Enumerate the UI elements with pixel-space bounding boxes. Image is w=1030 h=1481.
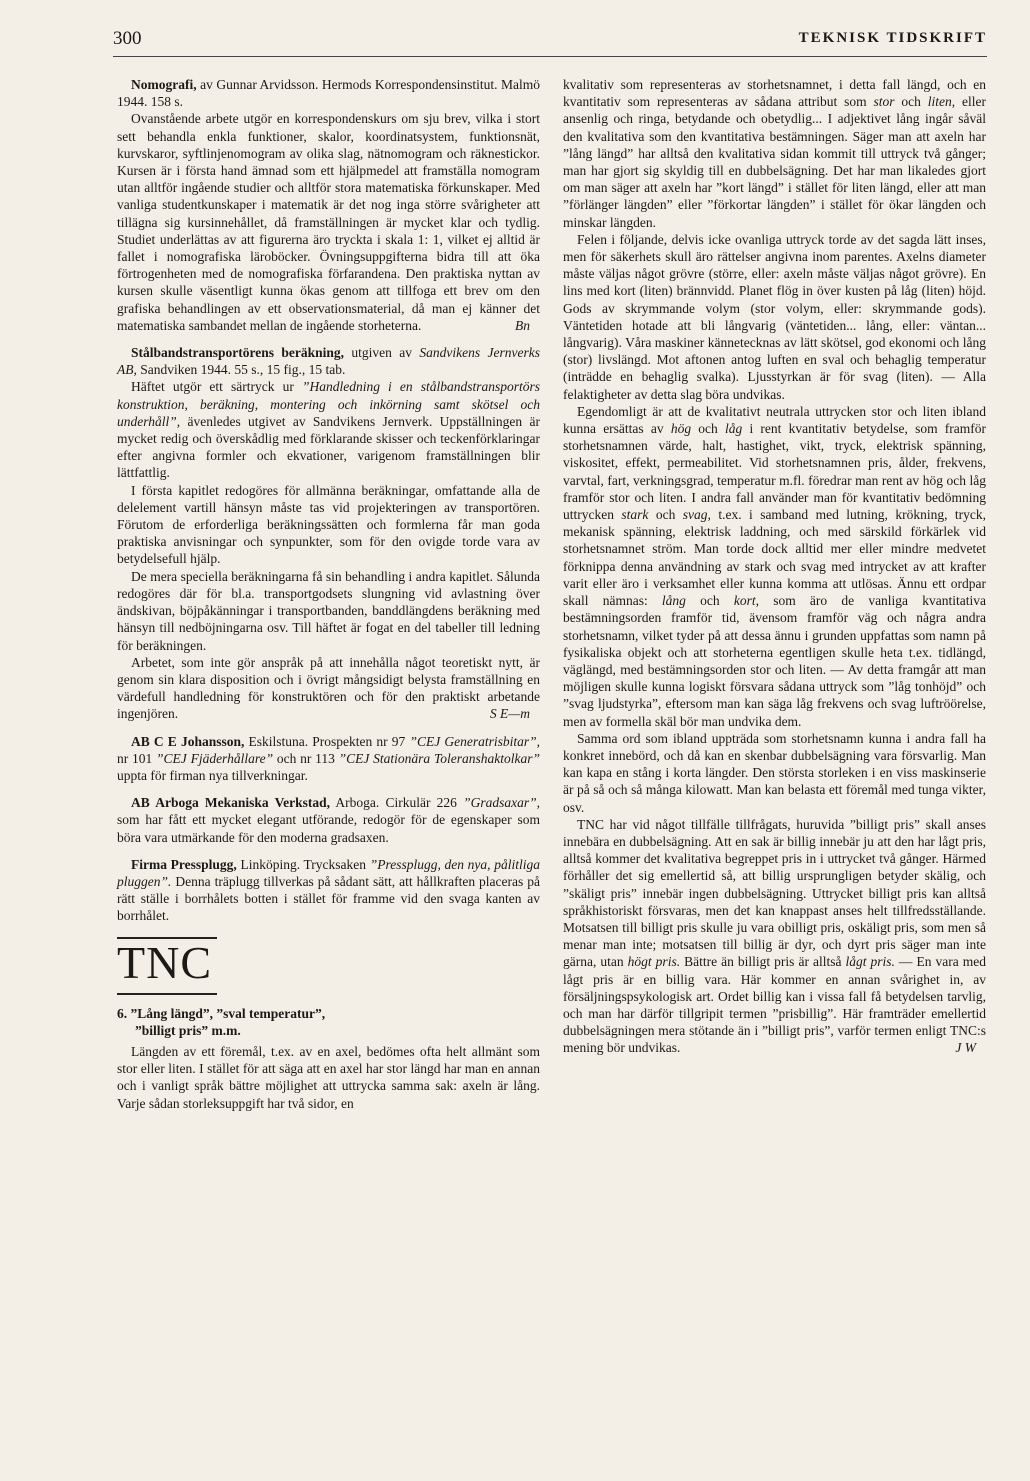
italic-word: låg	[724, 421, 743, 437]
text: Denna träplugg tillverkas på sådant sätt, att hållkraften placeras på rätt ställe i borrhålets botten i stället för framme vid den svaga kanten av borrhålet.	[117, 873, 540, 924]
text: uppta för firman nya tillverkningar.	[117, 767, 308, 783]
notice-text	[117, 733, 540, 785]
review-meta: av Gunnar Arvidsson. Hermods Korrespondensinstitut. Malmö 1944. 158 s.	[117, 77, 540, 110]
italic-word: stor	[873, 94, 895, 110]
review-heading	[117, 344, 540, 378]
text: eller ansenlig och ringa, betydande och obetydlig... I adjektivet lång ingår såväl den kvalitativa som den kvantitativa bestämningen. Säger man att axeln har ”lång längd” har alltså den kvalitativa sidan kommit till uttryck två gånger; man har gjort sig skyldig till en dubbelsägning. Det har man likaledes gjort om man säger att axeln har ”kort längd” i stället för liten längd, eller att man ”förlänger längden” eller ”förkortar längden” i stället för ökar längden och minskar längden.	[563, 94, 986, 230]
notice-title: Firma Pressplugg,	[131, 856, 237, 872]
tnc-paragraph	[563, 816, 986, 1057]
notice-text	[117, 856, 540, 925]
italic-title: ”Handledning i en stålbandstransportörs konstruktion, beräkning, montering och inkörning samt skötsel och underhåll”,	[117, 379, 540, 429]
review-paragraph: I första kapitlet redogöres för allmänna beräkningar, omfattande alla de delelement vartill hänsyn måste tas vid projekteringen av transportören. Förutom de erforderliga beräkningssätten och formlerna får man goda praktiska anvisningar och synpunkter, som för den ovigde torde vara av betydelsefull hjälp.	[117, 482, 540, 567]
notice-pressplugg	[117, 856, 540, 925]
text: TNC har vid något tillfälle tillfrågats, huruvida ”billigt pris” skall anses innebära en dubbelsägning. Att en sak är billig innebär ju att den har lågt pris, alltså kommer det kvalitativa begreppet pris in i uttrycket två gånger. Härmed förhåller det sig emellertid så, att billig ursprungligen betyder skälig, och ”skäligt pris” innebär ingen dubbelsägning. Uttrycket billigt pris kan alltså språkhistoriskt försvaras, men det kan knappast anses helt tillfredsställande. Motsatsen till billigt pris skulle ju vara obilligt pris, oskäligt pris, som men så menar man inte; motsatsen till billig är dyr, och dyrt pris säger man inte gärna, utan	[563, 816, 986, 970]
notice-arboga	[117, 794, 540, 846]
tnc-signature: J W	[955, 1040, 976, 1056]
text: — En vara med lågt pris är en billig vara. Här kommer en annan svårighet in, av försäljningspsykologisk art. Ordet billig kan i vissa fall få betydelsen tarvlig, och man har därför tillgripit termen ”prisbillig”. Här framträder emellertid dubbelsägningen mera stötande än i ”billigt pris”, varför termen enligt TNC:s mening bör undvikas.	[563, 954, 986, 1056]
review-meta-tail: Sandviken 1944. 55 s., 15 fig., 15 tab.	[136, 362, 346, 378]
text: t.ex. i samband med lutning, krökning, tryck, mekanisk spänning, elektrisk laddning, och med särskild förkärlek vid storhetsnamnet ström. Man torde dock alltid mer eller mindre medvetet förknippa denna användning av stark och svag med intrycket av att krafter varit eller äro i verksamhet eller kunna komma att utlösas. Ännu ett ordpar skall nämnas:	[563, 507, 987, 609]
review-signature: Bn	[515, 317, 530, 333]
text: nr 101	[117, 750, 157, 766]
notice-text	[117, 794, 540, 846]
italic-title: ”CEJ Stationära Toleranshaktolkar”	[338, 750, 540, 766]
italic-title: ”CEJ Generatrisbitar”,	[409, 733, 540, 749]
review-title: Stålbandstransportörens beräkning,	[131, 345, 345, 361]
text: och	[685, 593, 734, 609]
italic-title: ”Gradsaxar”,	[463, 795, 540, 811]
review-paragraph	[117, 654, 540, 723]
review-publisher: Sandvikens Jernverks AB,	[117, 345, 540, 378]
italic-word: högt pris.	[627, 954, 681, 970]
review-stalband	[117, 344, 540, 722]
tnc-paragraph	[563, 403, 986, 730]
text: och	[894, 94, 928, 110]
review-nomografi	[117, 76, 540, 334]
page-number: 300	[113, 28, 142, 49]
tnc-paragraph: Felen i följande, delvis icke ovanliga uttryck torde av det sagda lätt inses, men för säkerhets skull äro rättelser angivna inom parentes. Axelns diameter måste väljas något grövre (större, eller: axeln måste väljas något grövre). En lins med kort (liten) brännvidd. Planet flög in över kusten på låg (liten) höjd. Gods av skrymmande volym (stor volym, eller: skrymmande gods). Väntetiden hotade att bli långvarig (väntetiden... lång, eller: väntan... långvarig). Våra maskiner kännetecknas av lätt skötsel, god ekonomi och lång (stor) livslängd. Mot aftonen antog luften en sval och behaglig temperatur (inträdde en behaglig svalka). Ljusstyrkan är för svag (liten). — Alla felaktigheter av detta slag böra undvikas.	[563, 231, 986, 402]
text: Bättre än billigt pris är alltså	[680, 954, 846, 970]
italic-word: liten,	[927, 94, 956, 110]
italic-word: kort,	[733, 593, 759, 609]
page-header	[113, 26, 987, 56]
tnc-article-title-cont: ”billigt pris” m.m.	[135, 1022, 241, 1038]
review-signature: S E—m	[489, 706, 530, 722]
text: Arbetet, som inte gör anspråk på att innehålla något teoretiskt nytt, är genom sin klara disposition och i övrigt mångsidigt belysta framställning en värdefull handledning för konstruktören och för den praktiskt arbetande ingenjören.	[117, 654, 540, 722]
tnc-bottom-rule	[117, 993, 217, 995]
text: och	[648, 507, 683, 523]
text: Arboga. Cirkulär 226	[329, 795, 464, 811]
italic-word: hög	[670, 421, 692, 437]
tnc-paragraph	[563, 76, 986, 231]
review-body	[117, 110, 540, 334]
text: Eskilstuna. Prospekten nr 97	[244, 733, 410, 749]
right-column	[563, 76, 986, 1057]
notice-title: AB C E Johansson,	[131, 733, 245, 749]
text: och	[691, 421, 725, 437]
tnc-paragraph: Samma ord som ibland uppträda som storhetsnamn kunna i andra fall ha konkret innebörd, och då kan en skenbar dubbelsägning vara försvarlig. Man kan kapa en stång i korta längder. Den största storleken i en viss maskinserie är på så och så många kilowatt. Man kan belasta ett föremål med tunga vikter, osv.	[563, 730, 986, 815]
italic-word: svag,	[682, 507, 711, 523]
text: Linköping. Trycksaken	[236, 856, 370, 872]
text: som har fått ett mycket elegant utförande, redogör för de egenskaper som böra vara utmärkande för den moderna gradsaxen.	[117, 812, 540, 845]
italic-word: lågt pris.	[845, 954, 895, 970]
review-paragraph: De mera speciella beräkningarna få sin behandling i andra kapitlet. Sålunda redogöres där för bl.a. transportgodsets slungning vid avlastning över ändskivan, böjpåkänningar i transportbanden, banddlängdens beräkning med hänsyn till nedböjningarna osv. Till häftet är fogat en del tabeller till ledning för beräkningen.	[117, 568, 540, 653]
italic-word: stark	[621, 507, 649, 523]
text: som äro de vanliga kvantitativa bestämningsorden framför tid, ävensom framför väg och några andra storhetsnamn, vilket tyder på att dessa ännu i grunden uppfattas som namn på fysikaliska objekt och att storheterna egentligen skulle heta t.ex. tidlängd, väglängd, med bestämningsorden stor och liten. — Av detta framgår att man möjligen skulle kunna logiskt försvara sådana uttryck som ”låg tonhöjd” och ”svag ljudstyrka”, eftersom man kan säga låg frekvens och svag luftröörelse, men av formella skäl bör man undvika dem.	[563, 593, 986, 729]
left-column	[117, 76, 540, 1112]
notice-title: AB Arboga Mekaniska Verkstad,	[131, 795, 330, 811]
tnc-article-title: 6. ”Lång längd”, ”sval temperatur”,	[117, 1005, 326, 1021]
tnc-intro: Längden av ett föremål, t.ex. av en axel, bedömes ofta helt allmänt som stor eller liten. I stället för att säga att en axel har stor längd har man en annan och i vanligt språk bättre möjlighet att uttrycka samma sak: axeln är lång. Varje sådan storleksuppgift har två sidor, en	[117, 1043, 540, 1111]
journal-title: TEKNISK TIDSKRIFT	[798, 30, 987, 46]
review-text: Ovanstående arbete utgör en korrespondenskurs om sju brev, vilka i stort sett behandla enkla funktioner, skalor, koordinatsystem, funktionsnät, kurvskaror, syftlinjenomogram av olika slag, nätnomogram och räknestickor. Kursen är i första hand ämnad som ett hjälpmedel att framställa nomogram utan alltför ingående studier och alltför stora matematiska förkunskaper. Med vanliga studentkunskaper i matematik är det nog inga större svårigheter att tillägna sig kursinnehållet, då framställningen är mycket klar och tydlig. Studiet underlättas av att figurerna äro tryckta i skala 1: 1, vilket ej alltid är fallet i nomografiska läroböcker. Övningsuppgifterna bidra till att öka förtrogenheten med de nomografiska förfarandena. Den praktiska nyttan av kursen skulle väsentligt kunna ökas genom att tillfoga ett brev om den grafiska behandlingen av ett observationsmaterial, då man ej känner det matematiska sambandet mellan de ingående storheterna.	[117, 111, 540, 333]
review-paragraph	[117, 378, 540, 481]
tnc-logo: TNC	[117, 936, 212, 988]
text: kvalitativ som representeras av storhetsnamnet, i detta fall längd, och en kvantitativ som representeras av sådana attribut som	[563, 77, 986, 110]
text: och nr 113	[273, 750, 339, 766]
review-heading	[117, 76, 540, 110]
italic-title: ”CEJ Fjäderhållare”	[156, 750, 274, 766]
italic-word: lång	[661, 593, 686, 609]
review-meta: utgiven av	[344, 345, 420, 361]
text: Häftet utgör ett särtryck ur	[131, 379, 302, 395]
text: Egendomligt är att de kvalitativt neutrala uttrycken stor och liten ibland kunna ersättas av	[563, 403, 986, 437]
tnc-section	[117, 937, 540, 1112]
header-rule	[113, 56, 987, 57]
review-title: Nomografi,	[131, 77, 197, 92]
text: i rent kvantitativ betydelse, som framför storhetsnamnen värde, halt, hastighet, vikt, tryck, elektrisk spänning, viskositet, effekt, permeabilitet. Vid storhetsnamnen pris, ålder, frekvens, varvtal, fart, verkningsgrad, temperatur m.fl. föredrar man rent av hög och låg framför stor och liten. I andra fall använder man för kvantitativ bedömning uttrycken	[563, 421, 987, 523]
italic-title: ”Pressplugg, den nya, pålitliga pluggen”.	[117, 856, 540, 889]
text: ävenledes utgivet av Sandvikens Jernverk. Uppställningen är mycket redig och överskådlig med förklarande skisser och teckenförklaringar efter angivna formler och ekvationer, varigenom framställningen blir lättfattlig.	[117, 413, 540, 481]
notice-cej	[117, 733, 540, 785]
